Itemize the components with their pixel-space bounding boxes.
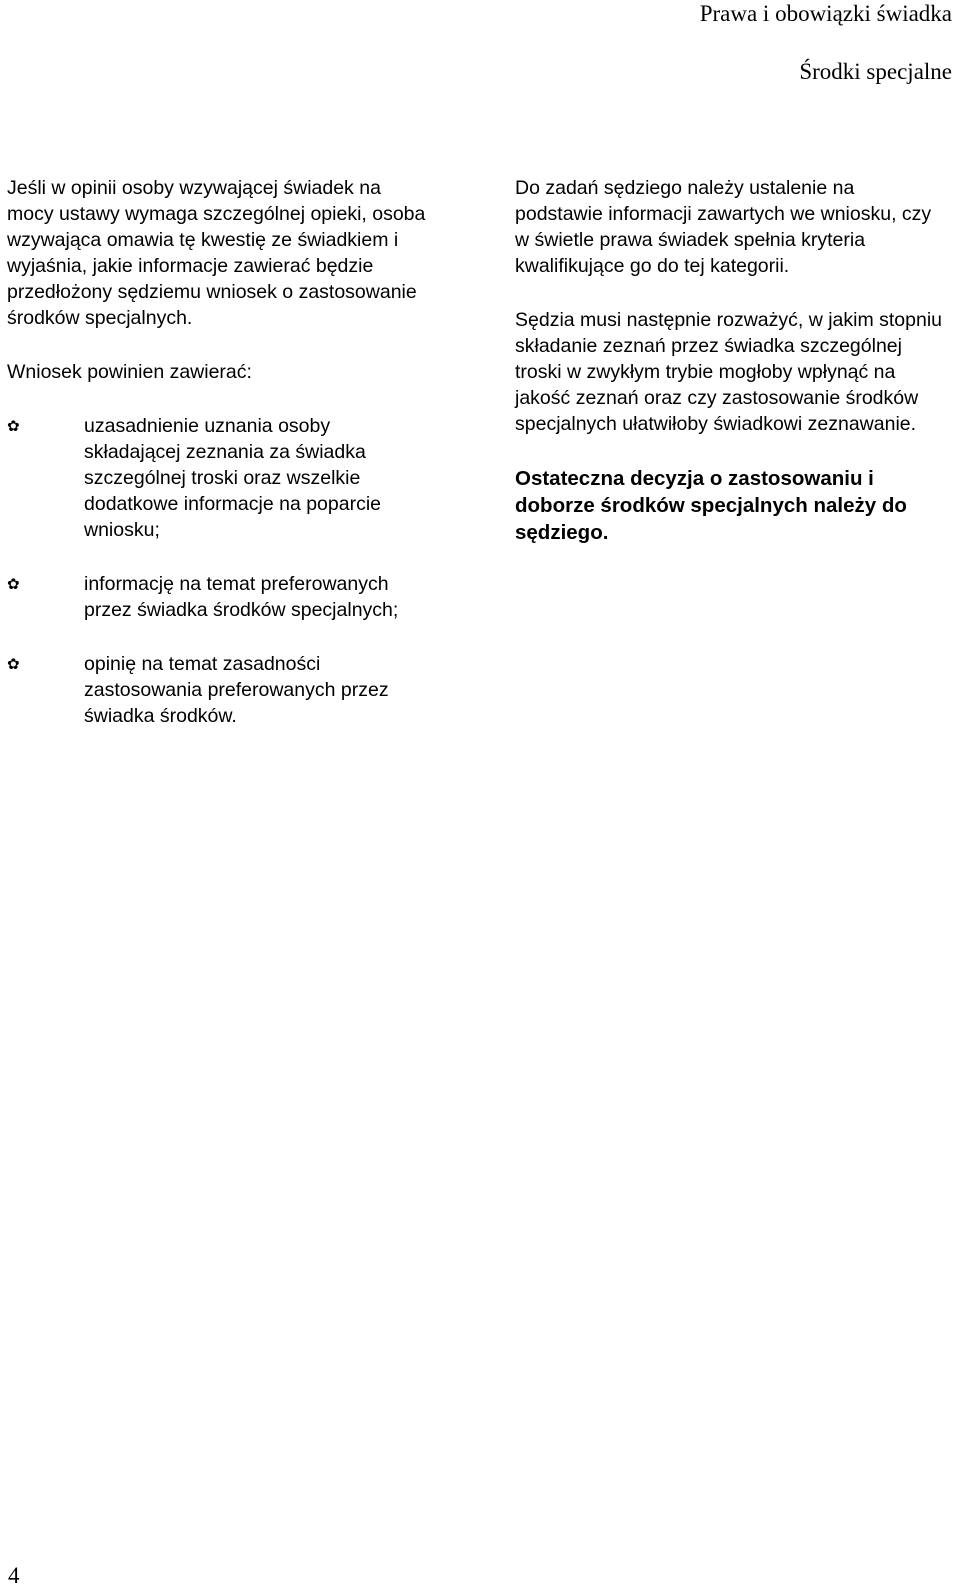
running-header-title: Prawa i obowiązki świadka [699,1,952,26]
judge-assessment-paragraph: Sędzia musi następnie rozważyć, w jakim stopniu składanie zeznań przez świadka szczególnej troski w zwykłym trybie mogłoby wpłynąć na jakość zeznań oraz czy zastosowanie środków specjalnych ułatwiłoby świadkowi zeznawanie. [515,309,943,435]
judge-task-paragraph: Do zadań sędziego należy ustalenie na podstawie informacji zawartych we wniosku, czy w świetle prawa świadek spełnia kryteria kwalifikujące go do tej kategorii. [515,177,932,277]
running-header-subtitle: Środki specjalne [799,59,952,84]
flower-bullet-icon: ✿ [7,655,20,673]
flower-bullet-icon: ✿ [7,575,20,593]
page-number: 4 [8,1563,20,1588]
right-column [515,175,945,546]
intro-paragraph: Jeśli w opinii osoby wzywającej świadek na mocy ustawy wymaga szczególnej opieki, osoba wzywająca omawia tę kwestię ze świadkiem i wyjaśnia, jakie informacje zawierać będzie przedłożony sędziemu wniosek o zastosowanie środków specjalnych. [7,177,426,329]
final-decision-paragraph: Ostateczna decyzja o zastosowaniu i doborze środków specjalnych należy do sędziego. [515,467,907,544]
flower-bullet-icon: ✿ [7,417,20,435]
list-item-text: opinię na temat zasadności zastosowania preferowanych przez świadka środków. [84,653,389,727]
list-item [7,413,427,543]
list-item-text: informację na temat preferowanych przez świadka środków specjalnych; [84,573,399,621]
requirements-list [7,413,427,729]
list-item-text: uzasadnienie uznania osoby składającej zeznania za świadka szczególnej troski oraz wszelkie dodatkowe informacje na poparcie wniosku; [84,415,382,541]
list-item [7,571,427,623]
list-heading: Wniosek powinien zawierać: [7,361,252,383]
left-column [7,175,427,757]
list-item [7,651,427,729]
